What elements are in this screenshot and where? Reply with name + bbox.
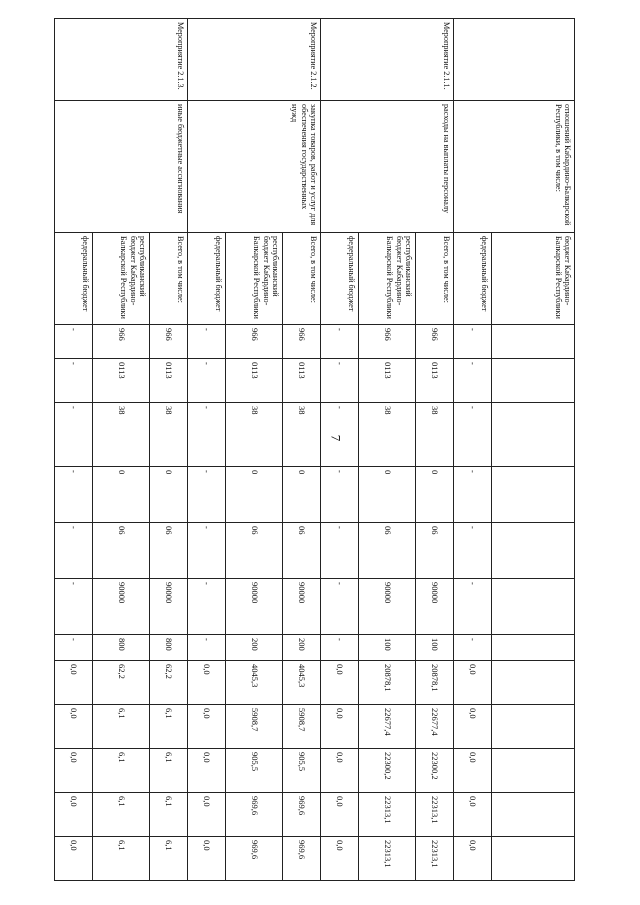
csr-program-cell: - (188, 403, 226, 467)
csr-subprogram-cell: - (454, 467, 492, 523)
rz-pr-cell: - (55, 359, 93, 403)
rz-pr-cell: 0113 (93, 359, 150, 403)
csr-direction-cell: - (454, 579, 492, 635)
name-cell (454, 101, 492, 233)
year2-value-cell: 0,0 (55, 705, 93, 749)
rz-pr-cell: - (188, 359, 226, 403)
csr-direction-cell: 90000 (226, 579, 283, 635)
budget-table (54, 18, 575, 881)
vr-cell: - (188, 635, 226, 661)
csr-program-cell: 38 (226, 403, 283, 467)
table-row (150, 19, 188, 881)
funding-source-cell: республиканский бюджет Кабардино-Балкарской Республики (93, 233, 150, 325)
year5-value-cell: 0,0 (454, 837, 492, 881)
csr-program-cell: 38 (416, 403, 454, 467)
year2-value-cell: 5908,7 (226, 705, 283, 749)
csr-direction-cell: 90000 (150, 579, 188, 635)
event-cell: Мероприятие 2.1.3. (150, 19, 188, 101)
rz-pr-cell: 0113 (226, 359, 283, 403)
csr-event-cell (492, 523, 575, 579)
table-row (416, 19, 454, 881)
name-cell (226, 101, 283, 233)
year3-value-cell (492, 749, 575, 793)
year5-value-cell: 969,6 (283, 837, 321, 881)
csr-event-cell: 06 (150, 523, 188, 579)
vr-cell: 100 (359, 635, 416, 661)
vr-cell: 200 (283, 635, 321, 661)
year4-value-cell: 969,6 (283, 793, 321, 837)
year4-value-cell (492, 793, 575, 837)
year1-value-cell: 0,0 (454, 661, 492, 705)
csr-direction-cell: 90000 (283, 579, 321, 635)
year1-value-cell: 20878,1 (359, 661, 416, 705)
year4-value-cell: 0,0 (188, 793, 226, 837)
year4-value-cell: 6,1 (150, 793, 188, 837)
year1-value-cell: 62,2 (93, 661, 150, 705)
csr-program-cell: - (454, 403, 492, 467)
year3-value-cell: 905,5 (283, 749, 321, 793)
year4-value-cell: 0,0 (321, 793, 359, 837)
budget-table-container (70, 18, 575, 880)
grbs-cell: 966 (150, 325, 188, 359)
csr-subprogram-cell: 0 (283, 467, 321, 523)
csr-event-cell: - (454, 523, 492, 579)
vr-cell: 100 (416, 635, 454, 661)
grbs-cell: - (321, 325, 359, 359)
event-cell (492, 19, 575, 101)
year1-value-cell: 20878,1 (416, 661, 454, 705)
csr-event-cell: - (55, 523, 93, 579)
year1-value-cell (492, 661, 575, 705)
name-cell (93, 101, 150, 233)
funding-source-cell: бюджет Кабардино-Балкарской Республики (492, 233, 575, 325)
event-cell (188, 19, 226, 101)
name-cell (188, 101, 226, 233)
csr-direction-cell: - (188, 579, 226, 635)
table-row (93, 19, 150, 881)
year1-value-cell: 0,0 (55, 661, 93, 705)
year5-value-cell: 6,1 (93, 837, 150, 881)
funding-source-cell: республиканский бюджет Кабардино-Балкарской Республики (359, 233, 416, 325)
year4-value-cell: 969,6 (226, 793, 283, 837)
year5-value-cell: 22313,1 (359, 837, 416, 881)
csr-program-cell: - (321, 403, 359, 467)
csr-subprogram-cell (492, 467, 575, 523)
year3-value-cell: 6,1 (150, 749, 188, 793)
vr-cell (492, 635, 575, 661)
csr-subprogram-cell: 0 (226, 467, 283, 523)
year2-value-cell: 0,0 (454, 705, 492, 749)
grbs-cell: 966 (359, 325, 416, 359)
funding-source-cell: Всего, в том числе: (416, 233, 454, 325)
year3-value-cell: 905,5 (226, 749, 283, 793)
csr-event-cell: 06 (359, 523, 416, 579)
funding-source-cell: федеральный бюджет (321, 233, 359, 325)
year2-value-cell: 0,0 (321, 705, 359, 749)
year4-value-cell: 22313,1 (416, 793, 454, 837)
csr-program-cell: 38 (93, 403, 150, 467)
csr-direction-cell: 90000 (416, 579, 454, 635)
year5-value-cell (492, 837, 575, 881)
budget-table-rotated (70, 18, 575, 880)
year5-value-cell: 0,0 (321, 837, 359, 881)
rz-pr-cell: 0113 (150, 359, 188, 403)
funding-source-cell: федеральный бюджет (55, 233, 93, 325)
year3-value-cell: 6,1 (93, 749, 150, 793)
year5-value-cell: 0,0 (55, 837, 93, 881)
grbs-cell: - (55, 325, 93, 359)
csr-event-cell: - (321, 523, 359, 579)
year2-value-cell: 22677,4 (416, 705, 454, 749)
funding-source-cell: федеральный бюджет (188, 233, 226, 325)
year3-value-cell: 0,0 (321, 749, 359, 793)
year4-value-cell: 6,1 (93, 793, 150, 837)
event-cell (454, 19, 492, 101)
csr-subprogram-cell: 0 (150, 467, 188, 523)
grbs-cell: - (454, 325, 492, 359)
vr-cell: 800 (150, 635, 188, 661)
event-cell (93, 19, 150, 101)
rz-pr-cell: 0113 (283, 359, 321, 403)
csr-program-cell: - (55, 403, 93, 467)
table-row (321, 19, 359, 881)
csr-event-cell: - (188, 523, 226, 579)
csr-direction-cell: - (55, 579, 93, 635)
rz-pr-cell: - (321, 359, 359, 403)
csr-subprogram-cell: - (321, 467, 359, 523)
table-row (226, 19, 283, 881)
table-row (188, 19, 226, 881)
csr-subprogram-cell: 0 (93, 467, 150, 523)
year3-value-cell: 0,0 (188, 749, 226, 793)
name-cell (359, 101, 416, 233)
year3-value-cell: 0,0 (454, 749, 492, 793)
csr-direction-cell: 90000 (93, 579, 150, 635)
year5-value-cell: 6,1 (150, 837, 188, 881)
event-cell (321, 19, 359, 101)
event-cell (226, 19, 283, 101)
year2-value-cell: 22677,4 (359, 705, 416, 749)
year1-value-cell: 0,0 (321, 661, 359, 705)
csr-event-cell: 06 (283, 523, 321, 579)
vr-cell: - (55, 635, 93, 661)
year2-value-cell: 6,1 (150, 705, 188, 749)
csr-program-cell: 38 (150, 403, 188, 467)
year2-value-cell: 6,1 (93, 705, 150, 749)
vr-cell: 200 (226, 635, 283, 661)
csr-direction-cell: - (321, 579, 359, 635)
year4-value-cell: 22313,1 (359, 793, 416, 837)
year2-value-cell (492, 705, 575, 749)
vr-cell: - (321, 635, 359, 661)
funding-source-cell: республиканский бюджет Кабардино-Балкарской Республики (226, 233, 283, 325)
csr-event-cell: 06 (416, 523, 454, 579)
grbs-cell: 966 (226, 325, 283, 359)
year2-value-cell: 0,0 (188, 705, 226, 749)
year3-value-cell: 0,0 (55, 749, 93, 793)
rz-pr-cell: - (454, 359, 492, 403)
name-cell: расходы на выплаты персоналу (416, 101, 454, 233)
year2-value-cell: 5908,7 (283, 705, 321, 749)
year4-value-cell: 0,0 (55, 793, 93, 837)
page-number: 7 (328, 434, 344, 442)
grbs-cell: 966 (93, 325, 150, 359)
csr-subprogram-cell: - (55, 467, 93, 523)
grbs-cell: - (188, 325, 226, 359)
year1-value-cell: 4045,3 (226, 661, 283, 705)
vr-cell: 800 (93, 635, 150, 661)
year1-value-cell: 0,0 (188, 661, 226, 705)
event-cell (55, 19, 93, 101)
event-cell (359, 19, 416, 101)
grbs-cell: 966 (283, 325, 321, 359)
funding-source-cell: Всего, в том числе: (283, 233, 321, 325)
table-row (283, 19, 321, 881)
name-cell: отношений Кабардино-Балкарской Республики, в том числе: (492, 101, 575, 233)
csr-direction-cell (492, 579, 575, 635)
csr-event-cell: 06 (93, 523, 150, 579)
year4-value-cell: 0,0 (454, 793, 492, 837)
name-cell: иные бюджетные ассигнования (150, 101, 188, 233)
table-row (492, 19, 575, 881)
year5-value-cell: 22313,1 (416, 837, 454, 881)
table-row (55, 19, 93, 881)
csr-event-cell: 06 (226, 523, 283, 579)
rz-pr-cell: 0113 (359, 359, 416, 403)
csr-subprogram-cell: 0 (359, 467, 416, 523)
year5-value-cell: 0,0 (188, 837, 226, 881)
grbs-cell (492, 325, 575, 359)
year3-value-cell: 22300,2 (359, 749, 416, 793)
year1-value-cell: 4045,3 (283, 661, 321, 705)
grbs-cell: 966 (416, 325, 454, 359)
event-cell: Мероприятие 2.1.2. (283, 19, 321, 101)
year1-value-cell: 62,2 (150, 661, 188, 705)
funding-source-cell: Всего, в том числе: (150, 233, 188, 325)
csr-direction-cell: 90000 (359, 579, 416, 635)
name-cell (321, 101, 359, 233)
csr-program-cell: 38 (283, 403, 321, 467)
rz-pr-cell (492, 359, 575, 403)
csr-subprogram-cell: 0 (416, 467, 454, 523)
name-cell: закупка товаров, работ и услуг для обеспечения государственных нужд (283, 101, 321, 233)
csr-program-cell (492, 403, 575, 467)
vr-cell: - (454, 635, 492, 661)
name-cell (55, 101, 93, 233)
table-row (359, 19, 416, 881)
table-row (454, 19, 492, 881)
event-cell: Мероприятие 2.1.1. (416, 19, 454, 101)
funding-source-cell: федеральный бюджет (454, 233, 492, 325)
csr-subprogram-cell: - (188, 467, 226, 523)
year3-value-cell: 22300,2 (416, 749, 454, 793)
csr-program-cell: 38 (359, 403, 416, 467)
year5-value-cell: 969,6 (226, 837, 283, 881)
rz-pr-cell: 0113 (416, 359, 454, 403)
